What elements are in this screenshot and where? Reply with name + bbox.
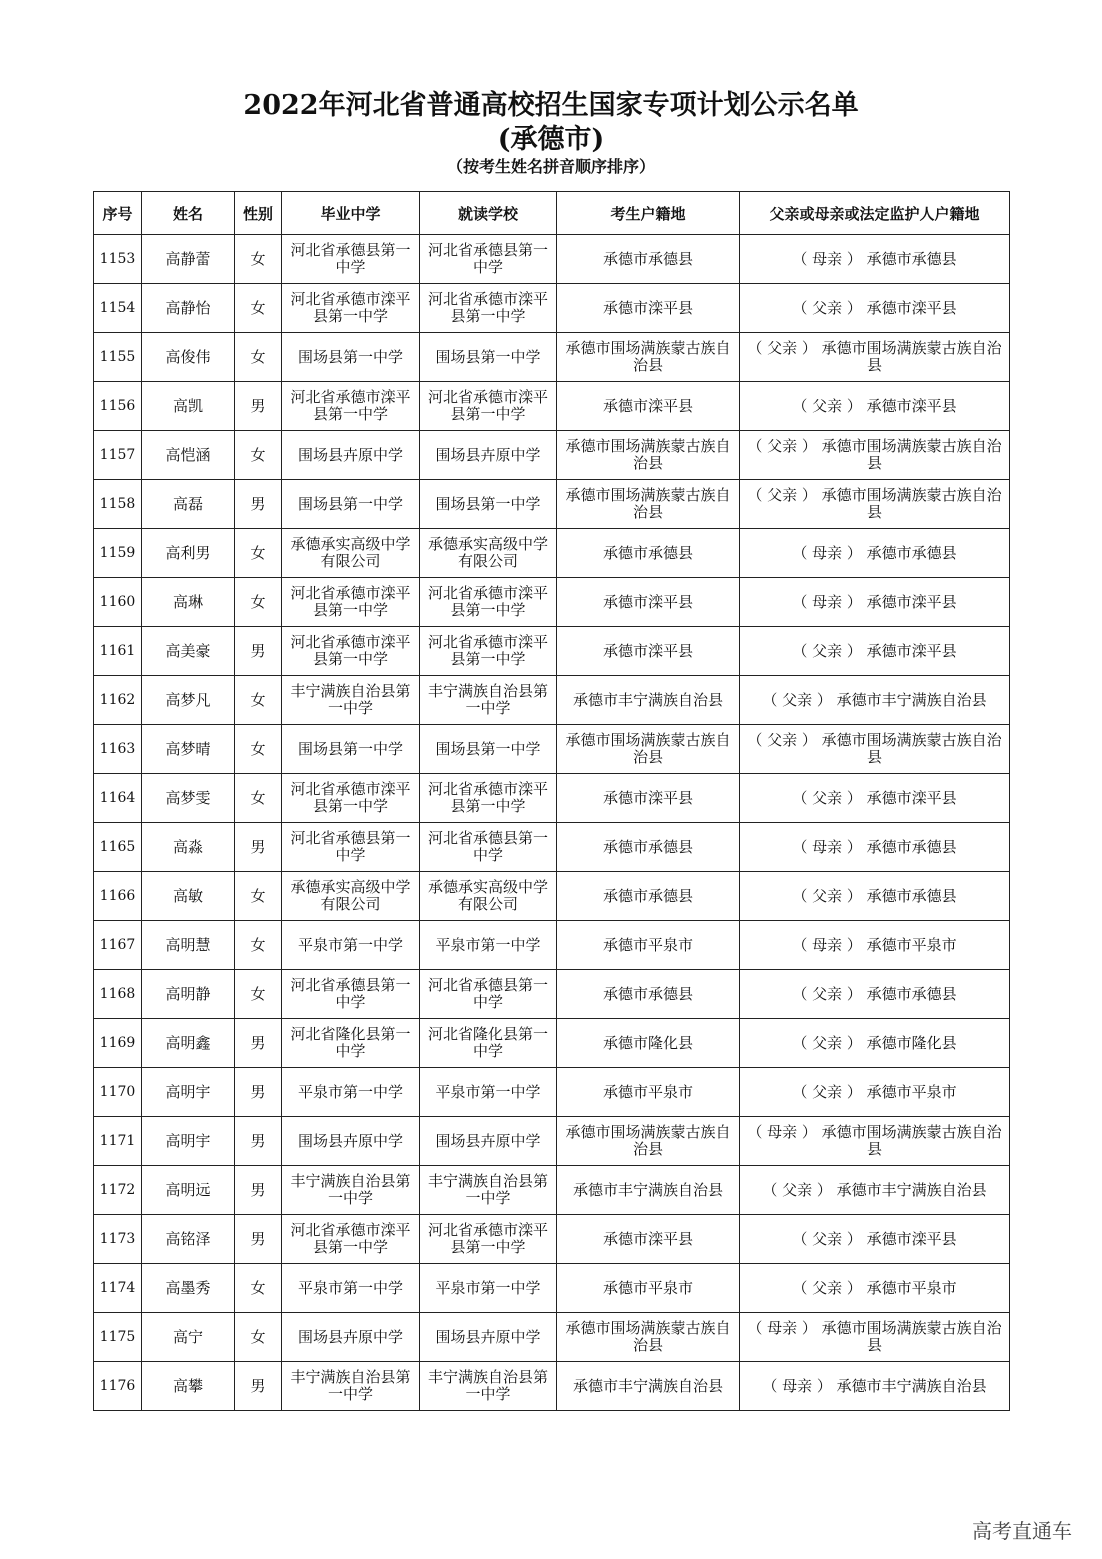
- cell-no: 1158: [94, 480, 142, 529]
- cell-name: 高淼: [142, 823, 235, 872]
- cell-residence: 承德市丰宁满族自治县: [557, 676, 740, 725]
- table-row: [94, 676, 1010, 725]
- cell-guardian-residence: （ 父亲 ） 承德市平泉市: [740, 1068, 1010, 1117]
- watermark: 高考直通车: [972, 1519, 1072, 1543]
- cell-residence: 承德市滦平县: [557, 1215, 740, 1264]
- table-row: [94, 774, 1010, 823]
- cell-no: 1159: [94, 529, 142, 578]
- cell-study-school: 河北省承德县第一中学: [420, 970, 557, 1019]
- cell-guardian-residence: （ 父亲 ） 承德市围场满族蒙古族自治县: [740, 480, 1010, 529]
- cell-guardian-residence: （ 父亲 ） 承德市平泉市: [740, 1264, 1010, 1313]
- cell-no: 1175: [94, 1313, 142, 1362]
- cell-grad-school: 围场县卉原中学: [282, 431, 420, 480]
- cell-guardian-residence: （ 母亲 ） 承德市丰宁满族自治县: [740, 1362, 1010, 1411]
- cell-no: 1171: [94, 1117, 142, 1166]
- cell-residence: 承德市丰宁满族自治县: [557, 1166, 740, 1215]
- cell-guardian-residence: （ 母亲 ） 承德市承德县: [740, 235, 1010, 284]
- cell-study-school: 河北省承德市滦平县第一中学: [420, 1215, 557, 1264]
- cell-guardian-residence: （ 母亲 ） 承德市围场满族蒙古族自治县: [740, 1117, 1010, 1166]
- cell-study-school: 承德承实高级中学有限公司: [420, 872, 557, 921]
- cell-gender: 男: [235, 823, 282, 872]
- cell-study-school: 围场县卉原中学: [420, 431, 557, 480]
- cell-grad-school: 河北省承德市滦平县第一中学: [282, 774, 420, 823]
- cell-name: 高梦晴: [142, 725, 235, 774]
- cell-study-school: 河北省隆化县第一中学: [420, 1019, 557, 1068]
- cell-grad-school: 河北省隆化县第一中学: [282, 1019, 420, 1068]
- cell-grad-school: 围场县卉原中学: [282, 1313, 420, 1362]
- cell-gender: 女: [235, 970, 282, 1019]
- header-gender: 性别: [235, 192, 282, 235]
- cell-gender: 男: [235, 627, 282, 676]
- cell-residence: 承德市围场满族蒙古族自治县: [557, 1117, 740, 1166]
- cell-residence: 承德市承德县: [557, 970, 740, 1019]
- cell-name: 高敏: [142, 872, 235, 921]
- cell-gender: 女: [235, 284, 282, 333]
- cell-no: 1153: [94, 235, 142, 284]
- cell-gender: 女: [235, 1264, 282, 1313]
- cell-residence: 承德市滦平县: [557, 627, 740, 676]
- cell-guardian-residence: （ 母亲 ） 承德市平泉市: [740, 921, 1010, 970]
- cell-grad-school: 河北省承德县第一中学: [282, 823, 420, 872]
- cell-grad-school: 围场县第一中学: [282, 333, 420, 382]
- cell-name: 高明宇: [142, 1117, 235, 1166]
- cell-gender: 男: [235, 480, 282, 529]
- cell-grad-school: 承德承实高级中学有限公司: [282, 529, 420, 578]
- cell-residence: 承德市隆化县: [557, 1019, 740, 1068]
- cell-residence: 承德市围场满族蒙古族自治县: [557, 333, 740, 382]
- cell-study-school: 围场县卉原中学: [420, 1117, 557, 1166]
- cell-guardian-residence: （ 母亲 ） 承德市承德县: [740, 529, 1010, 578]
- cell-grad-school: 河北省承德市滦平县第一中学: [282, 627, 420, 676]
- cell-guardian-residence: （ 母亲 ） 承德市围场满族蒙古族自治县: [740, 1313, 1010, 1362]
- cell-grad-school: 围场县卉原中学: [282, 1117, 420, 1166]
- cell-study-school: 河北省承德市滦平县第一中学: [420, 382, 557, 431]
- table-row: [94, 284, 1010, 333]
- cell-gender: 男: [235, 1362, 282, 1411]
- table-row: [94, 970, 1010, 1019]
- table-row: [94, 333, 1010, 382]
- table-row: [94, 1313, 1010, 1362]
- cell-guardian-residence: （ 父亲 ） 承德市承德县: [740, 872, 1010, 921]
- cell-gender: 女: [235, 333, 282, 382]
- cell-no: 1166: [94, 872, 142, 921]
- cell-gender: 女: [235, 774, 282, 823]
- cell-guardian-residence: （ 父亲 ） 承德市丰宁满族自治县: [740, 1166, 1010, 1215]
- cell-study-school: 河北省承德市滦平县第一中学: [420, 578, 557, 627]
- cell-grad-school: 丰宁满族自治县第一中学: [282, 1362, 420, 1411]
- cell-grad-school: 河北省承德市滦平县第一中学: [282, 1215, 420, 1264]
- table-row: [94, 725, 1010, 774]
- cell-residence: 承德市滦平县: [557, 774, 740, 823]
- table-row: [94, 823, 1010, 872]
- cell-no: 1172: [94, 1166, 142, 1215]
- cell-gender: 男: [235, 1117, 282, 1166]
- cell-study-school: 承德承实高级中学有限公司: [420, 529, 557, 578]
- cell-no: 1161: [94, 627, 142, 676]
- cell-no: 1174: [94, 1264, 142, 1313]
- cell-study-school: 平泉市第一中学: [420, 921, 557, 970]
- cell-name: 高明鑫: [142, 1019, 235, 1068]
- cell-name: 高明宇: [142, 1068, 235, 1117]
- cell-gender: 男: [235, 382, 282, 431]
- cell-guardian-residence: （ 父亲 ） 承德市滦平县: [740, 284, 1010, 333]
- cell-residence: 承德市承德县: [557, 235, 740, 284]
- cell-no: 1155: [94, 333, 142, 382]
- cell-no: 1156: [94, 382, 142, 431]
- cell-no: 1176: [94, 1362, 142, 1411]
- cell-guardian-residence: （ 父亲 ） 承德市承德县: [740, 970, 1010, 1019]
- page-subtitle-city: (承德市): [497, 124, 605, 155]
- cell-residence: 承德市围场满族蒙古族自治县: [557, 725, 740, 774]
- cell-study-school: 围场县第一中学: [420, 725, 557, 774]
- cell-gender: 女: [235, 529, 282, 578]
- table-row: [94, 235, 1010, 284]
- cell-no: 1154: [94, 284, 142, 333]
- cell-study-school: 丰宁满族自治县第一中学: [420, 1166, 557, 1215]
- cell-gender: 女: [235, 431, 282, 480]
- cell-name: 高俊伟: [142, 333, 235, 382]
- cell-guardian-residence: （ 父亲 ） 承德市围场满族蒙古族自治县: [740, 431, 1010, 480]
- table-row: [94, 480, 1010, 529]
- roster-table: [93, 191, 1010, 1411]
- cell-residence: 承德市滦平县: [557, 382, 740, 431]
- cell-grad-school: 平泉市第一中学: [282, 921, 420, 970]
- cell-guardian-residence: （ 父亲 ） 承德市滦平县: [740, 1215, 1010, 1264]
- cell-name: 高磊: [142, 480, 235, 529]
- table-row: [94, 578, 1010, 627]
- cell-name: 高明远: [142, 1166, 235, 1215]
- cell-grad-school: 丰宁满族自治县第一中学: [282, 676, 420, 725]
- cell-gender: 女: [235, 1313, 282, 1362]
- cell-name: 高攀: [142, 1362, 235, 1411]
- table-row: [94, 1068, 1010, 1117]
- table-row: [94, 529, 1010, 578]
- cell-name: 高静怡: [142, 284, 235, 333]
- header-residence: 考生户籍地: [557, 192, 740, 235]
- cell-gender: 男: [235, 1068, 282, 1117]
- cell-grad-school: 丰宁满族自治县第一中学: [282, 1166, 420, 1215]
- table-row: [94, 1264, 1010, 1313]
- cell-study-school: 平泉市第一中学: [420, 1264, 557, 1313]
- cell-grad-school: 围场县第一中学: [282, 725, 420, 774]
- cell-study-school: 河北省承德县第一中学: [420, 823, 557, 872]
- page-title: 2022年河北省普通高校招生国家专项计划公示名单: [243, 90, 859, 121]
- cell-study-school: 围场县第一中学: [420, 480, 557, 529]
- cell-study-school: 平泉市第一中学: [420, 1068, 557, 1117]
- cell-gender: 男: [235, 1019, 282, 1068]
- table-row: [94, 627, 1010, 676]
- cell-study-school: 河北省承德市滦平县第一中学: [420, 284, 557, 333]
- header-name: 姓名: [142, 192, 235, 235]
- cell-name: 高墨秀: [142, 1264, 235, 1313]
- cell-name: 高美豪: [142, 627, 235, 676]
- cell-name: 高明慧: [142, 921, 235, 970]
- cell-no: 1167: [94, 921, 142, 970]
- cell-no: 1157: [94, 431, 142, 480]
- cell-study-school: 河北省承德市滦平县第一中学: [420, 774, 557, 823]
- cell-residence: 承德市围场满族蒙古族自治县: [557, 1313, 740, 1362]
- cell-gender: 女: [235, 578, 282, 627]
- cell-no: 1160: [94, 578, 142, 627]
- cell-study-school: 河北省承德县第一中学: [420, 235, 557, 284]
- cell-study-school: 围场县第一中学: [420, 333, 557, 382]
- cell-guardian-residence: （ 父亲 ） 承德市丰宁满族自治县: [740, 676, 1010, 725]
- table-row: [94, 1166, 1010, 1215]
- header-grad-school: 毕业中学: [282, 192, 420, 235]
- cell-name: 高梦凡: [142, 676, 235, 725]
- table-header-row: [94, 192, 1010, 235]
- cell-gender: 女: [235, 235, 282, 284]
- cell-name: 高恺涵: [142, 431, 235, 480]
- cell-residence: 承德市滦平县: [557, 578, 740, 627]
- cell-grad-school: 平泉市第一中学: [282, 1264, 420, 1313]
- table-row: [94, 872, 1010, 921]
- table-row: [94, 431, 1010, 480]
- cell-guardian-residence: （ 父亲 ） 承德市滦平县: [740, 627, 1010, 676]
- cell-guardian-residence: （ 父亲 ） 承德市隆化县: [740, 1019, 1010, 1068]
- header-no: 序号: [94, 192, 142, 235]
- cell-grad-school: 围场县第一中学: [282, 480, 420, 529]
- cell-study-school: 围场县卉原中学: [420, 1313, 557, 1362]
- cell-residence: 承德市围场满族蒙古族自治县: [557, 431, 740, 480]
- cell-gender: 女: [235, 725, 282, 774]
- cell-name: 高梦雯: [142, 774, 235, 823]
- cell-grad-school: 河北省承德县第一中学: [282, 970, 420, 1019]
- cell-name: 高明静: [142, 970, 235, 1019]
- cell-grad-school: 河北省承德市滦平县第一中学: [282, 284, 420, 333]
- cell-residence: 承德市承德县: [557, 872, 740, 921]
- cell-residence: 承德市平泉市: [557, 1068, 740, 1117]
- cell-guardian-residence: （ 父亲 ） 承德市滦平县: [740, 774, 1010, 823]
- cell-residence: 承德市承德县: [557, 823, 740, 872]
- table-row: [94, 382, 1010, 431]
- cell-residence: 承德市围场满族蒙古族自治县: [557, 480, 740, 529]
- table-row: [94, 1362, 1010, 1411]
- cell-residence: 承德市丰宁满族自治县: [557, 1362, 740, 1411]
- page-subtitle-sort-note: （按考生姓名拼音顺序排序）: [446, 157, 655, 176]
- cell-study-school: 丰宁满族自治县第一中学: [420, 1362, 557, 1411]
- cell-residence: 承德市承德县: [557, 529, 740, 578]
- cell-grad-school: 河北省承德市滦平县第一中学: [282, 382, 420, 431]
- cell-no: 1168: [94, 970, 142, 1019]
- cell-grad-school: 河北省承德市滦平县第一中学: [282, 578, 420, 627]
- cell-residence: 承德市滦平县: [557, 284, 740, 333]
- table-row: [94, 1117, 1010, 1166]
- table-row: [94, 1215, 1010, 1264]
- table-row: [94, 1019, 1010, 1068]
- cell-grad-school: 平泉市第一中学: [282, 1068, 420, 1117]
- header-study-school: 就读学校: [420, 192, 557, 235]
- cell-grad-school: 河北省承德县第一中学: [282, 235, 420, 284]
- cell-guardian-residence: （ 母亲 ） 承德市承德县: [740, 823, 1010, 872]
- cell-guardian-residence: （ 母亲 ） 承德市滦平县: [740, 578, 1010, 627]
- cell-no: 1164: [94, 774, 142, 823]
- cell-gender: 女: [235, 872, 282, 921]
- cell-name: 高凯: [142, 382, 235, 431]
- cell-residence: 承德市平泉市: [557, 921, 740, 970]
- cell-no: 1163: [94, 725, 142, 774]
- cell-guardian-residence: （ 父亲 ） 承德市滦平县: [740, 382, 1010, 431]
- cell-gender: 男: [235, 1166, 282, 1215]
- cell-study-school: 丰宁满族自治县第一中学: [420, 676, 557, 725]
- cell-gender: 女: [235, 921, 282, 970]
- cell-gender: 女: [235, 676, 282, 725]
- cell-grad-school: 承德承实高级中学有限公司: [282, 872, 420, 921]
- cell-name: 高静蕾: [142, 235, 235, 284]
- cell-name: 高利男: [142, 529, 235, 578]
- cell-gender: 男: [235, 1215, 282, 1264]
- header-guardian-residence: 父亲或母亲或法定监护人户籍地: [740, 192, 1010, 235]
- cell-no: 1169: [94, 1019, 142, 1068]
- cell-no: 1165: [94, 823, 142, 872]
- cell-guardian-residence: （ 父亲 ） 承德市围场满族蒙古族自治县: [740, 333, 1010, 382]
- table-row: [94, 921, 1010, 970]
- cell-name: 高琳: [142, 578, 235, 627]
- cell-name: 高铭泽: [142, 1215, 235, 1264]
- cell-guardian-residence: （ 父亲 ） 承德市围场满族蒙古族自治县: [740, 725, 1010, 774]
- cell-no: 1170: [94, 1068, 142, 1117]
- cell-study-school: 河北省承德市滦平县第一中学: [420, 627, 557, 676]
- cell-name: 高宁: [142, 1313, 235, 1362]
- cell-no: 1173: [94, 1215, 142, 1264]
- cell-no: 1162: [94, 676, 142, 725]
- cell-residence: 承德市平泉市: [557, 1264, 740, 1313]
